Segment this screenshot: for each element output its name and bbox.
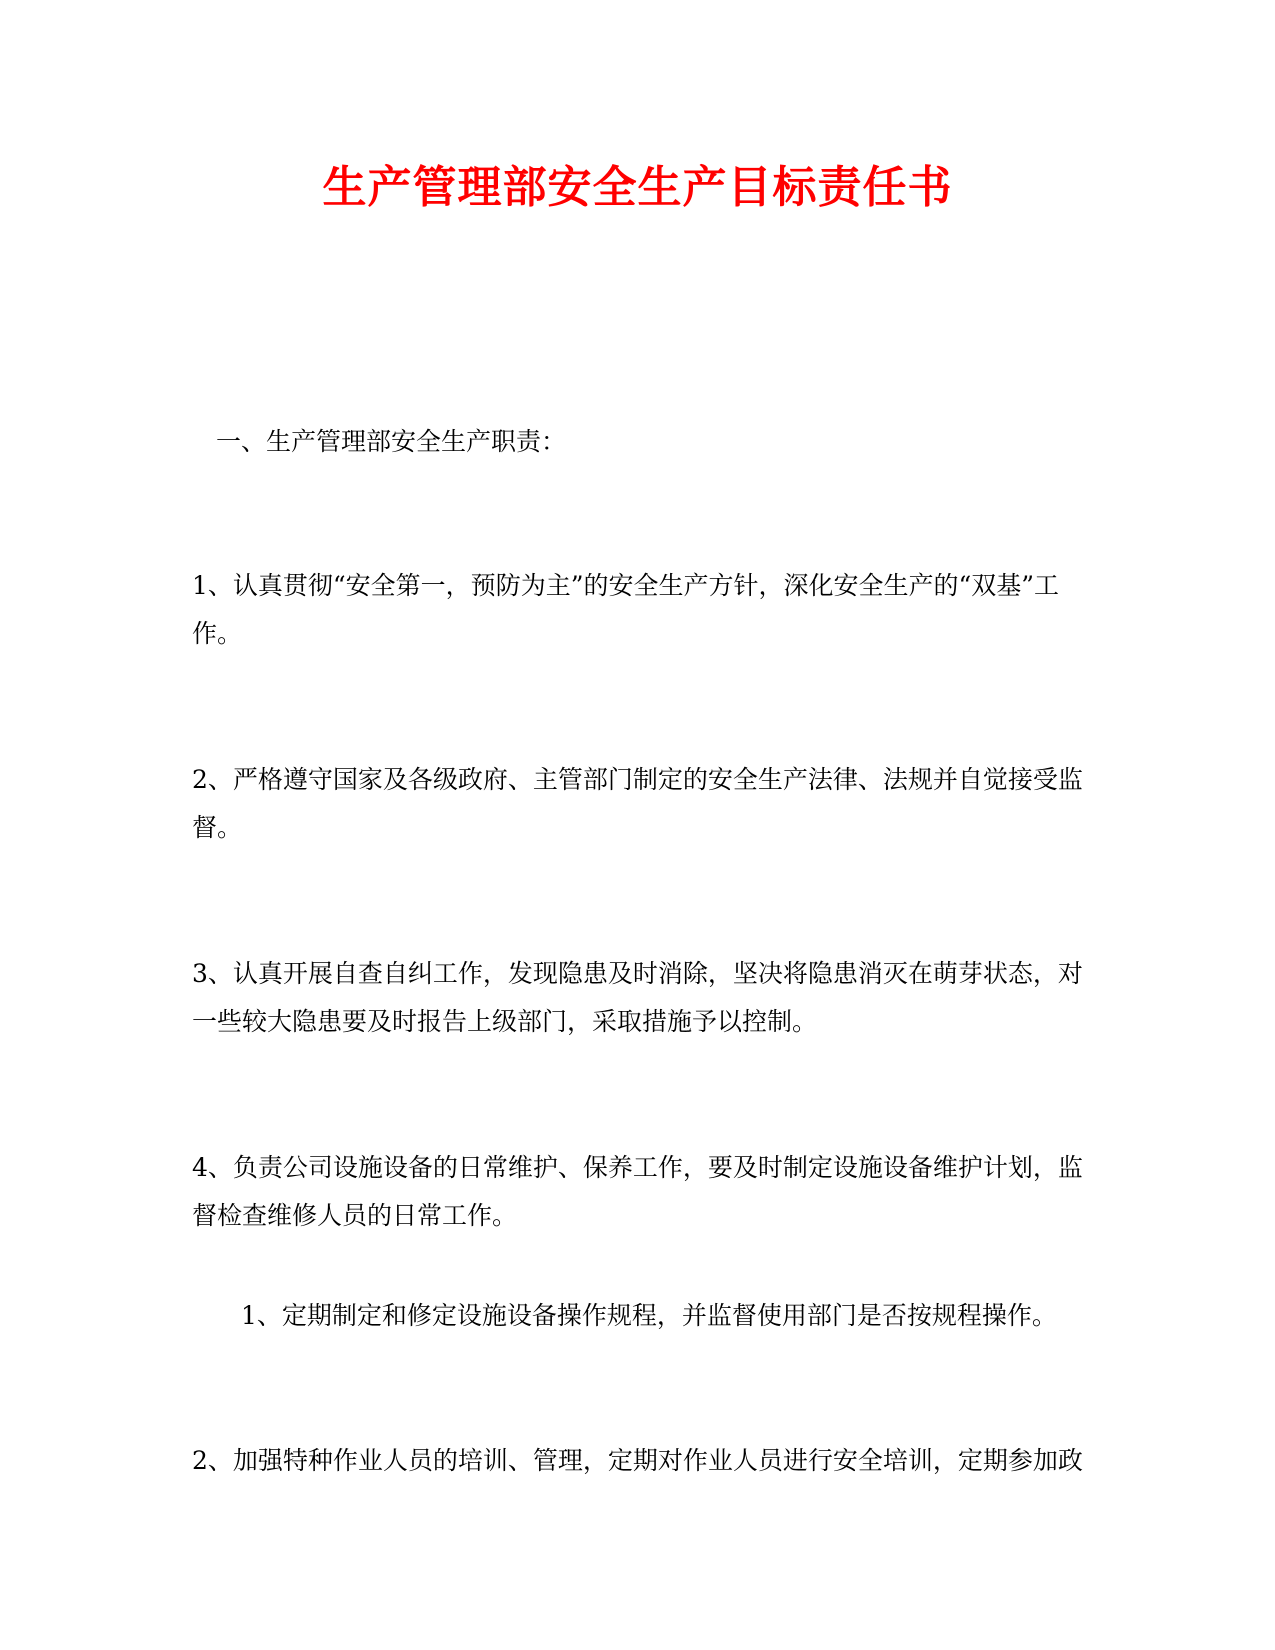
paragraph-6: 2、加强特种作业人员的培训、管理，定期对作业人员进行安全培训，定期参加政 (192, 1446, 1083, 1475)
section-heading: 一、生产管理部安全生产职责： (216, 427, 567, 456)
paragraph-4: 4、负责公司设施设备的日常维护、保养工作，要及时制定设施设备维护计划，监督检查维修人员的日常工作。 (192, 1153, 1083, 1230)
paragraph-2: 2、严格遵守国家及各级政府、主管部门制定的安全生产法律、法规并自觉接受监督。 (192, 765, 1083, 842)
paragraph-3: 3、认真开展自查自纠工作，发现隐患及时消除，坚决将隐患消灭在萌芽状态，对一些较大隐患要及时报告上级部门，采取措施予以控制。 (192, 959, 1083, 1036)
paragraph-1: 1、认真贯彻“安全第一，预防为主”的安全生产方针，深化安全生产的“双基”工作。 (192, 571, 1060, 648)
paragraph-5: 1、定期制定和修定设施设备操作规程，并监督使用部门是否按规程操作。 (241, 1301, 1057, 1330)
document-title: 生产管理部安全生产目标责任书 (322, 162, 953, 213)
